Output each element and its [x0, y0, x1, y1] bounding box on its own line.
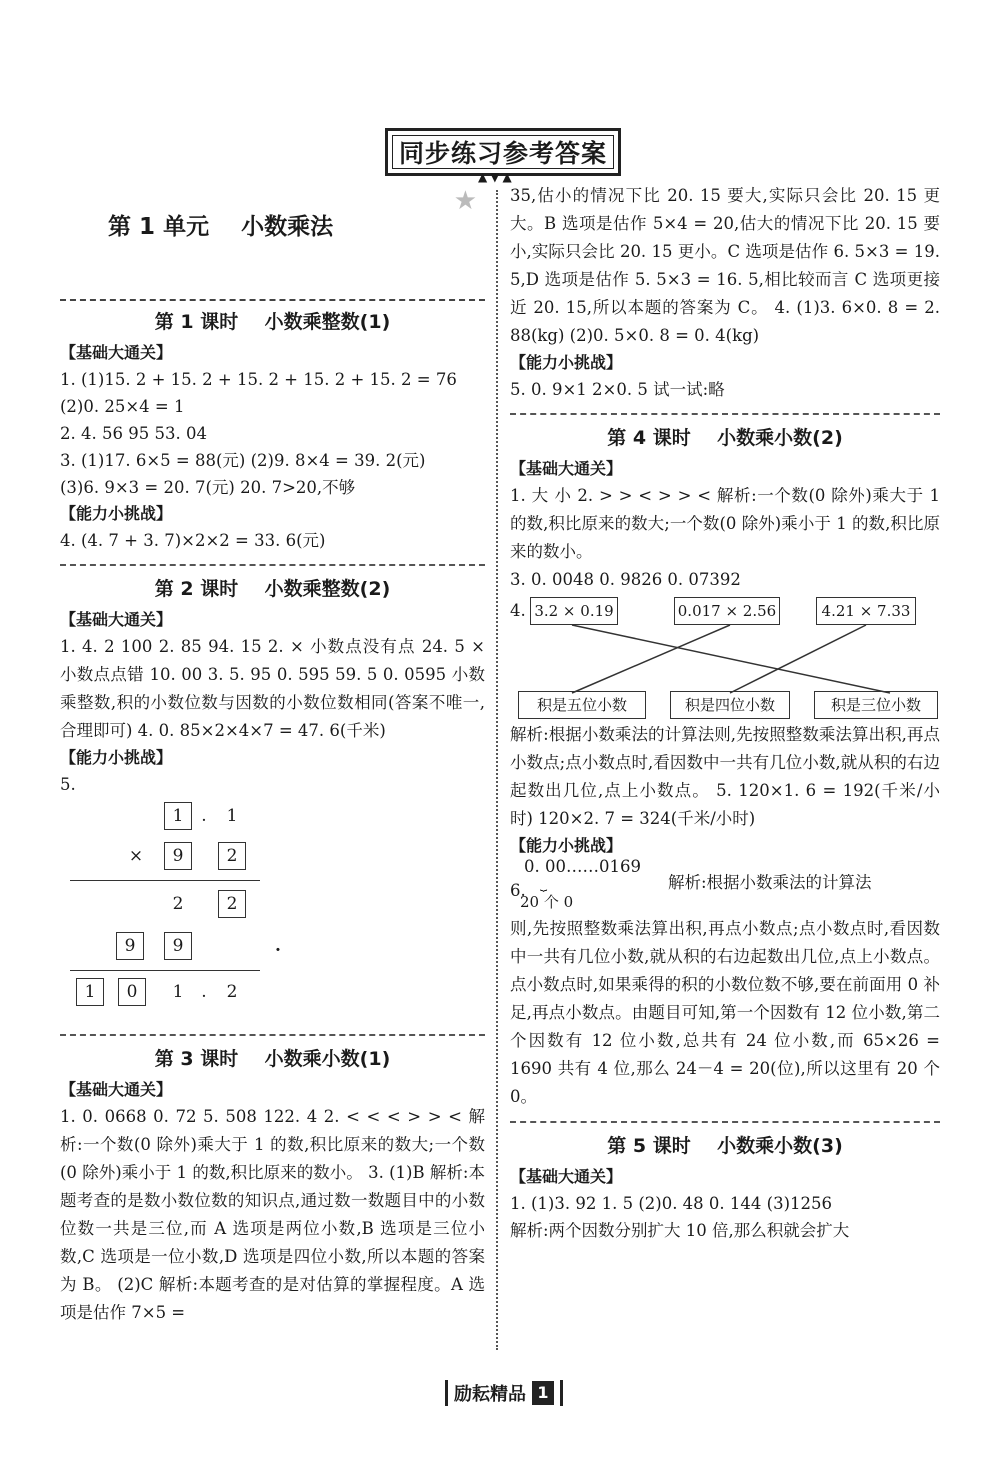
digit-box: 9: [164, 932, 192, 960]
section-divider: [510, 413, 940, 415]
q6-analysis-head: 解析:根据小数乘法的计算法: [668, 873, 872, 892]
section-tag-basic: 【基础大通关】: [60, 343, 173, 362]
lesson-1-title: 第 1 课时 小数乘整数(1): [154, 311, 391, 333]
section-tag-challenge: 【能力小挑战】: [60, 748, 173, 767]
footer-brand: 励耘精品: [454, 1384, 526, 1405]
left-column: [60, 182, 485, 1327]
section-tag-basic: 【基础大通关】: [60, 610, 173, 629]
answer-paragraph: 1. 0. 0668 0. 72 5. 508 122. 4 2. < < < > > < 解析:一个数(0 除外)乘大于 1 的数,积比原来的数大;一个数(0 除外)乘小于 1 的数,积比原来的数小。 3. (1)B 解析:本题考查的是数小数位数的知识点,通过数一数题目中的小数位数一共是三位,而 A 选项是两位小数,B 选项是三位小数,C 选项是一位小数,D 选项是四位小数,所以本题的答案为 B。 (2)C 解析:本题考查的是对估算的掌握程度。A 选项是估作 7×5 =: [60, 1107, 485, 1322]
star-icon: ★: [453, 186, 477, 216]
answer-line: 3. 0. 0048 0. 9826 0. 07392: [510, 570, 741, 589]
digit-box: 2: [218, 890, 246, 918]
lesson-2-title: 第 2 课时 小数乘整数(2): [154, 578, 391, 600]
digit: 2: [226, 982, 238, 1002]
match-line: [572, 625, 730, 693]
question-number: 5.: [60, 775, 76, 794]
digit-box: 2: [218, 842, 246, 870]
answer-paragraph: 1. 4. 2 100 2. 85 94. 15 2. × 小数点没有点 24. 5 × 小数点点错 10. 00 3. 5. 95 0. 595 59. 5 0. 0595 小数乘整数,积的小数位数与因数的小数位数相同(答案不唯一,合理即可) 4. 0. 85×2×4×7 = 47. 6(千米): [60, 637, 485, 740]
matching-diagram: [510, 597, 940, 719]
lesson-3-title: 第 3 课时 小数乘小数(1): [154, 1048, 391, 1070]
decimal-point: .: [275, 936, 281, 956]
digit: 1: [172, 982, 184, 1002]
section-tag-challenge: 【能力小挑战】: [510, 353, 623, 372]
question-number: 4.: [510, 601, 526, 620]
answer-paragraph: 解析:根据小数乘法的计算法则,先按照整数乘法算出积,再点小数点;点小数点时,看因数中一共有几位小数,就从积的右边起数出几位,点上小数点。 5. 120×1. 6 = 192(千米/小时) 120×2. 7 = 324(千米/小时): [510, 725, 940, 828]
section-divider: [60, 1034, 485, 1036]
expression-box: 0.017 × 2.56: [674, 597, 780, 625]
page-title: 同步练习参考答案: [398, 139, 607, 168]
digit-box: 0: [118, 978, 146, 1006]
unit-title-text: 第 1 单元 小数乘法: [108, 214, 334, 240]
expression-box: 3.2 × 0.19: [530, 597, 618, 625]
section-tag-basic: 【基础大通关】: [510, 1167, 623, 1186]
answer-line: (2)0. 25×4 = 1: [60, 397, 185, 416]
vertical-multiplication: [60, 802, 485, 1024]
result-box: 积是四位小数: [670, 691, 790, 719]
section-tag-basic: 【基础大通关】: [510, 459, 623, 478]
digit-box: 1: [76, 978, 104, 1006]
answer-line: 1. (1)3. 92 1. 5 (2)0. 48 0. 144 (3)1256: [510, 1194, 833, 1213]
result-box: 积是五位小数: [518, 691, 646, 719]
answer-line: 1. (1)15. 2 + 15. 2 + 15. 2 + 15. 2 + 15. 2 = 76: [60, 370, 457, 389]
digit-box: 9: [116, 932, 144, 960]
times-sign: ×: [128, 846, 144, 866]
answer-line: 3. (1)17. 6×5 = 88(元) (2)9. 8×4 = 39. 2(元): [60, 451, 426, 470]
question-number: 6.: [510, 881, 526, 900]
lesson-4-title: 第 4 课时 小数乘小数(2): [607, 427, 843, 449]
decimal-point: .: [201, 982, 207, 1002]
digit-box: 9: [164, 842, 192, 870]
section-tag-challenge: 【能力小挑战】: [510, 836, 623, 855]
answer-line: 解析:两个因数分别扩大 10 倍,那么积就会扩大: [510, 1221, 850, 1240]
page-number: 1: [532, 1381, 554, 1405]
answer-paragraph: 35,估小的情况下比 20. 15 要大,实际只会比 20. 15 更大。B 选项是估作 5×4 = 20,估大的情况下比 20. 15 要小,实际只会比 20. 15 更小。C 选项是估作 6. 5×3 = 19. 5,D 选项是估作 5. 5×3 = 16. 5,相比较而言 C 选项更接近 20. 15,所以本题的答案为 C。 4. (1)3. 6×0. 8 = 2. 88(kg) (2)0. 5×0. 8 = 0. 4(kg): [510, 186, 940, 345]
answer-line: (3)6. 9×3 = 20. 7(元) 20. 7>20,不够: [60, 478, 356, 497]
q6-value: 0. 00……0169: [524, 857, 641, 876]
answer-line: 5. 0. 9×1 2×0. 5 试一试:略: [510, 380, 725, 399]
unit-title: [60, 182, 485, 301]
column-divider: [496, 190, 498, 1350]
footer-bar: [445, 1380, 448, 1406]
footer-bar: [560, 1380, 563, 1406]
section-tag-basic: 【基础大通关】: [60, 1080, 173, 1099]
digit: 2: [172, 894, 184, 914]
q6-block: [510, 859, 940, 915]
calc-rule: [70, 880, 260, 881]
answer-line: 4. (4. 7 + 3. 7)×2×2 = 33. 6(元): [60, 531, 326, 550]
expression-box: 4.21 × 7.33: [816, 597, 916, 625]
right-column: [510, 182, 940, 1244]
brace-icon: ⏟: [540, 877, 548, 891]
digit: 1: [226, 806, 238, 826]
page-title-banner: [385, 128, 621, 176]
page-footer: [440, 1378, 568, 1408]
banner-decoration: ▲▼▲: [478, 170, 515, 184]
section-divider: [510, 1121, 940, 1123]
section-tag-challenge: 【能力小挑战】: [60, 504, 173, 523]
result-box: 积是三位小数: [814, 691, 938, 719]
match-line: [572, 625, 890, 693]
answer-line: 2. 4. 56 95 53. 04: [60, 424, 207, 443]
answer-paragraph: 则,先按照整数乘法算出积,再点小数点;点小数点时,看因数中一共有几位小数,就从积的右边起数出几位,点上小数点。点小数点时,如果乘得的积的小数位数不够,要在前面用 0 补足,再点小数点。由题目可知,第一个因数有 12 位小数,第二个因数有 12 位小数,总共有 24 位小数,而 65×26 = 1690 共有 4 位,那么 24－4 = 20(位),所以这里有 20 个 0。: [510, 919, 940, 1106]
calc-rule: [70, 970, 260, 971]
q6-brace-label: 20 个 0: [520, 893, 574, 911]
digit-box: 1: [164, 802, 192, 830]
answer-paragraph: 1. 大 小 2. > > < > > < 解析:一个数(0 除外)乘大于 1 的数,积比原来的数大;一个数(0 除外)乘小于 1 的数,积比原来的数小。: [510, 486, 940, 561]
lesson-5-title: 第 5 课时 小数乘小数(3): [607, 1135, 843, 1157]
section-divider: [60, 564, 485, 566]
decimal-point: .: [201, 806, 207, 826]
